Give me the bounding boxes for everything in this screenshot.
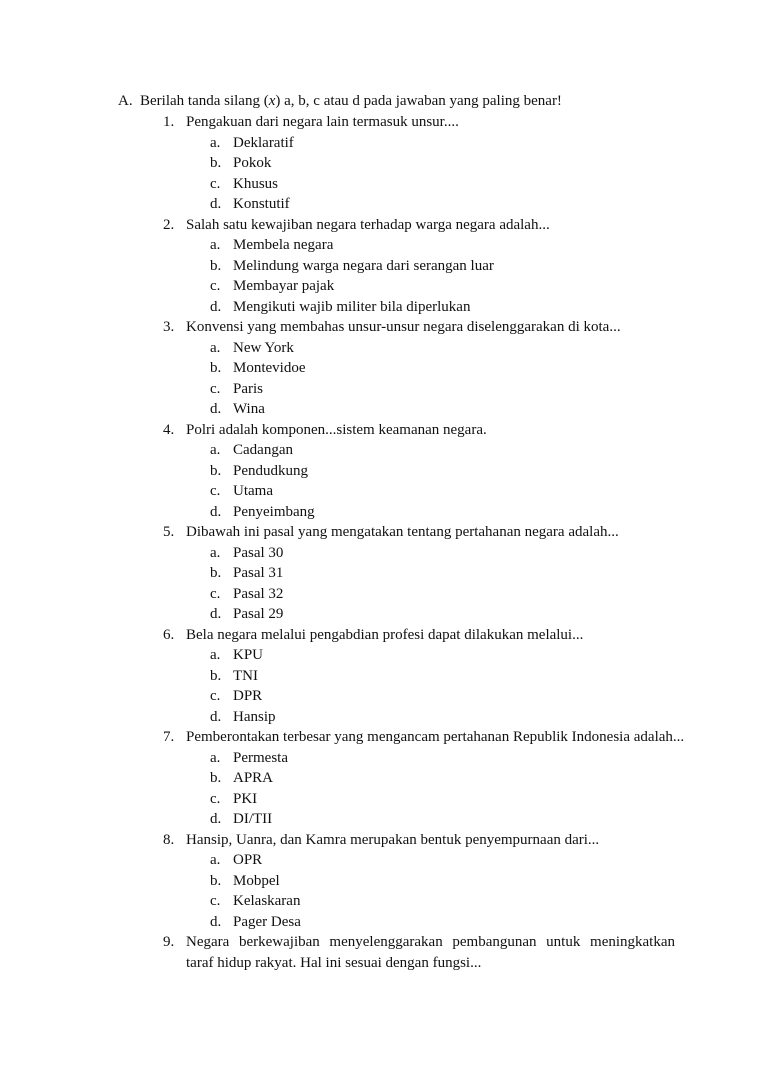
option-letter: a.	[210, 237, 221, 253]
question-text: Dibawah ini pasal yang mengatakan tentang pertahanan negara adalah...	[186, 524, 619, 540]
instruction-text-pre: Berilah tanda silang (	[140, 93, 269, 109]
option-letter: d.	[210, 708, 222, 725]
question-number: 4.	[163, 421, 175, 438]
option-text: Kelaskaran	[233, 893, 301, 909]
option-text: PKI	[233, 790, 258, 807]
answer-option	[210, 912, 675, 933]
option-letter: c.	[210, 483, 221, 499]
question-text: Pemberontakan terbesar yang mengancam pertahanan Republik Indonesia adalah...	[186, 729, 685, 745]
answer-option	[210, 481, 675, 502]
answer-option	[210, 440, 675, 461]
question-item	[163, 727, 685, 830]
answer-option	[210, 748, 675, 769]
option-letter: b.	[210, 872, 222, 889]
option-text: APRA	[233, 770, 274, 786]
question-number: 2.	[163, 216, 175, 233]
answer-option	[210, 235, 675, 256]
question-item	[163, 215, 675, 318]
option-text: Khusus	[233, 175, 279, 192]
option-text: Pasal 31	[233, 565, 284, 581]
question-item	[163, 932, 675, 973]
option-letter: a.	[210, 647, 221, 663]
option-letter: c.	[210, 175, 221, 192]
option-letter: d.	[210, 811, 222, 827]
option-letter: b.	[210, 770, 222, 786]
option-text: Paris	[233, 380, 263, 397]
answer-option	[210, 338, 675, 359]
option-letter: c.	[210, 278, 221, 294]
answer-option	[210, 543, 675, 564]
answer-option	[210, 563, 675, 584]
option-text: Pasal 29	[233, 606, 284, 622]
option-text: Permesta	[233, 749, 288, 766]
answer-option	[210, 707, 675, 728]
option-text: Pendudkung	[233, 462, 308, 479]
option-text: Pasal 32	[233, 585, 284, 602]
question-item	[163, 625, 675, 728]
option-letter: d.	[210, 913, 222, 930]
option-text: Wina	[233, 401, 265, 417]
question-text: Hansip, Uanra, dan Kamra merupakan bentuk penyempurnaan dari...	[186, 831, 600, 848]
option-letter: d.	[210, 606, 222, 622]
option-text: Membayar pajak	[233, 278, 335, 294]
answer-option	[210, 297, 675, 318]
option-letter: b.	[210, 667, 222, 684]
option-letter: d.	[210, 503, 222, 520]
option-letter: d.	[210, 298, 222, 315]
option-letter: b.	[210, 462, 222, 479]
answer-option	[210, 276, 675, 297]
option-text: Mobpel	[233, 872, 280, 889]
answer-option	[210, 358, 675, 379]
answer-option	[210, 809, 675, 830]
option-letter: c.	[210, 380, 221, 397]
question-text: Pengakuan dari negara lain termasuk unsur....	[186, 114, 459, 130]
answer-options	[210, 133, 675, 215]
answer-option	[210, 256, 675, 277]
answer-option	[210, 666, 675, 687]
answer-options	[210, 850, 675, 932]
option-text: Cadangan	[233, 442, 293, 458]
instruction-text-italic: x	[268, 93, 276, 109]
option-letter: d.	[210, 196, 222, 212]
option-letter: a.	[210, 339, 221, 356]
question-number: 3.	[163, 319, 175, 335]
option-letter: b.	[210, 257, 222, 274]
answer-options	[210, 543, 675, 625]
option-letter: d.	[210, 401, 222, 417]
answer-options	[210, 440, 675, 522]
question-number: 7.	[163, 729, 175, 745]
answer-option	[210, 686, 675, 707]
option-text: TNI	[233, 667, 258, 684]
answer-option	[210, 502, 675, 523]
option-text: DI/TII	[233, 811, 273, 827]
option-text: Membela negara	[233, 237, 334, 253]
answer-options	[210, 338, 675, 420]
option-text: Pager Desa	[233, 913, 301, 930]
option-letter: c.	[210, 893, 221, 909]
question-text: Konvensi yang membahas unsur-unsur negara diselenggarakan di kota...	[186, 319, 621, 335]
answer-option	[210, 153, 675, 174]
section-marker: A.	[118, 93, 133, 109]
option-letter: c.	[210, 585, 221, 602]
question-item	[163, 317, 675, 420]
answer-option	[210, 789, 675, 810]
option-text: Pasal 30	[233, 544, 284, 561]
option-text: KPU	[233, 647, 264, 663]
answer-option	[210, 379, 675, 400]
answer-options	[210, 748, 675, 830]
question-list	[163, 112, 685, 973]
option-letter: b.	[210, 155, 222, 171]
question-number: 5.	[163, 524, 175, 540]
instruction-text-post: ) a, b, c atau d pada jawaban yang paling benar!	[275, 93, 562, 109]
question-item	[163, 830, 675, 933]
answer-option	[210, 850, 675, 871]
option-text: New York	[233, 339, 294, 356]
option-letter: b.	[210, 565, 222, 581]
answer-option	[210, 174, 675, 195]
answer-options	[210, 235, 675, 317]
answer-option	[210, 584, 675, 605]
question-number: 9.	[163, 934, 175, 950]
question-number: 1.	[163, 114, 175, 130]
question-text: Bela negara melalui pengabdian profesi dapat dilakukan melalui...	[186, 626, 584, 643]
option-text: OPR	[233, 852, 263, 868]
option-text: Deklaratif	[233, 134, 294, 151]
option-letter: a.	[210, 749, 221, 766]
answer-option	[210, 194, 675, 215]
question-number: 8.	[163, 831, 175, 848]
question-text: Polri adalah komponen...sistem keamanan negara.	[186, 421, 487, 438]
option-text: DPR	[233, 688, 263, 704]
option-letter: a.	[210, 442, 221, 458]
option-letter: a.	[210, 134, 221, 151]
question-text: Negara berkewajiban menyelenggarakan pembangunan untuk meningkatkan taraf hidup rakyat. Hal ini sesuai dengan fungsi...	[186, 934, 675, 971]
answer-option	[210, 768, 675, 789]
answer-option	[210, 604, 675, 625]
answer-option	[210, 133, 675, 154]
option-text: Konstutif	[233, 196, 290, 212]
answer-option	[210, 645, 675, 666]
option-text: Penyeimbang	[233, 503, 315, 520]
question-item	[163, 522, 675, 625]
option-text: Montevidoe	[233, 360, 306, 376]
option-letter: b.	[210, 360, 222, 376]
question-item	[163, 420, 675, 523]
option-text: Pokok	[233, 155, 272, 171]
question-text: Salah satu kewajiban negara terhadap warga negara adalah...	[186, 216, 550, 233]
answer-option	[210, 461, 675, 482]
answer-option	[210, 891, 675, 912]
answer-option	[210, 399, 675, 420]
option-text: Melindung warga negara dari serangan luar	[233, 257, 494, 274]
option-text: Utama	[233, 483, 273, 499]
answer-option	[210, 871, 675, 892]
section-instruction	[118, 91, 718, 112]
option-text: Mengikuti wajib militer bila diperlukan	[233, 298, 471, 315]
question-number: 6.	[163, 626, 175, 643]
option-letter: a.	[210, 852, 221, 868]
option-letter: c.	[210, 790, 221, 807]
option-text: Hansip	[233, 708, 276, 725]
option-letter: c.	[210, 688, 221, 704]
option-letter: a.	[210, 544, 221, 561]
answer-options	[210, 645, 675, 727]
question-item	[163, 112, 675, 215]
